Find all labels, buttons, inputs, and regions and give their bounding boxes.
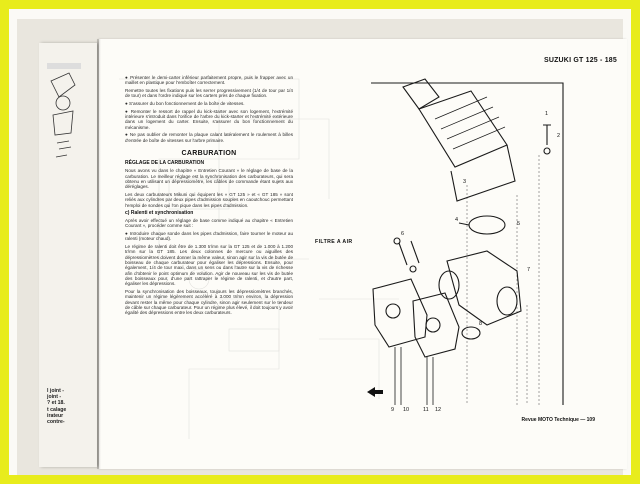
exploded-air-filter-diagram bbox=[367, 75, 581, 413]
filter-body-part bbox=[419, 91, 507, 167]
callout-label: 12 bbox=[435, 407, 442, 413]
text-column bbox=[125, 75, 293, 318]
callout-label: 1 bbox=[545, 111, 549, 117]
paragraph: ● Ne pas oublier de remonter la plaque calant latéralement le roulement à billes d'entrée de boîte de vitesses sur l'arbre primaire. bbox=[125, 132, 293, 143]
carburetor-right-part bbox=[413, 293, 459, 357]
section-title: CARBURATION bbox=[181, 149, 237, 157]
callout-label: 11 bbox=[423, 407, 429, 413]
paragraph: ● Introduire chaque sonde dans les pipes d'admission, faire tourner le moteur au ralenti (moteur chaud). bbox=[125, 231, 293, 242]
callout-label: 2 bbox=[557, 133, 561, 139]
page-fold-shadow bbox=[97, 39, 101, 469]
screw-part bbox=[543, 125, 551, 145]
edge-line: irateur bbox=[47, 412, 64, 419]
edge-line: l joint - bbox=[47, 388, 64, 394]
left-page-text bbox=[47, 388, 97, 425]
callout-label: 9 bbox=[391, 407, 395, 413]
paragraph: ● S'assurer du bon fonctionnement de la boîte de vitesses. bbox=[125, 100, 245, 106]
subsection-heading: c) Ralenti et synchronisation bbox=[125, 209, 194, 216]
paragraph: Pour la synchronisation des boisseaux, toujours les dépressiomètres branchés, maintenir un régime légèrement accéléré à 3.000 tr/mn environ, la dépression devant rester la même pour chaque cylindre, sinon agir seulement sur le tendeur de câble sur chaque carburateur. Pour un régime plus élevé, il doit toujours y avoir égalité des dépressions entre les deux carburateurs. bbox=[125, 288, 293, 316]
callout-label: 5 bbox=[517, 221, 521, 227]
drain-tube-part bbox=[395, 347, 433, 405]
paragraph: Les deux carburateurs Mikuni qui équipent les « GT 125 » et « GT 185 » sont reliés aux cylindres par deux pipes d'admission souples en caoutchouc permettant l'emploi de sondes qui l'on pique dans les pipes d'admission. bbox=[125, 192, 293, 208]
callout-label: 3 bbox=[463, 179, 467, 185]
page-footer: Revue MOTO Technique — 109 bbox=[521, 417, 595, 423]
paragraph: ● Remonter le ressort de rappel du kick-starter avec son logement, l'extrémité intérieure s'introduit dans l'orifice de l'arbre du kick-starter et l'extrémité extérieure dans un logement du carter. Ensuite, s'assurer du bon fonctionnement du mécanisme. bbox=[125, 108, 293, 130]
left-page-figure bbox=[47, 63, 81, 173]
callout-label: 4 bbox=[455, 217, 459, 223]
callout-label: 8 bbox=[479, 321, 483, 327]
figure-label: FILTRE A AIR bbox=[315, 239, 353, 245]
callout-label: 7 bbox=[527, 267, 531, 273]
edge-line: t calage bbox=[47, 406, 67, 413]
edge-line: ? et 18. bbox=[47, 400, 65, 407]
left-page-edge bbox=[39, 43, 97, 467]
callout-label: 10 bbox=[403, 407, 410, 413]
edge-line: contre- bbox=[47, 419, 65, 426]
scanned-spread bbox=[17, 19, 623, 475]
edge-line: joint - bbox=[47, 394, 62, 401]
paragraph: Nous avons vu dans le chapitre « Entretien Courant » le réglage de base de la carburation. Le meilleur réglage est la synchronisation des carburateurs, qui sera obtenu en utilisant un dépressiomètre, les câbles de commande étant sujets aux déréglages. bbox=[125, 168, 293, 190]
paragraph: Le régime de ralenti doit être de 1.300 tr/mn sur la GT 125 et de 1.000 à 1.200 tr/mn sur la GT 185. Les deux colonnes de mercure ou aiguilles des dépressiomètres doivent donner la même valeur, sinon agir sur la vis de butée de boisseau de chaque carburateur pour égaliser les dépressions. Ensuite, pour également, 1/4 de tour maxi, dans un sens ou dans l'autre sur la vis de richesse afin d'obtenir le point optimum de volution. Agir de nouveau sur les vis de butée des boisseaux pour, d'une part rattraper le régime de ralenti, et d'autre part, égaliser les dépressions. bbox=[125, 244, 293, 287]
main-page bbox=[99, 39, 627, 469]
arrow-icon bbox=[367, 387, 383, 397]
paragraph: Après avoir effectué un réglage de base comme indiqué au chapitre « Entretien Courant », procéder comme suit : bbox=[125, 218, 293, 229]
filter-housing-part bbox=[451, 145, 515, 201]
rubber-ring-part bbox=[462, 327, 480, 339]
paragraph: ● Présenter le demi-carter inférieur parfaitement propre, puis le frapper avec un maillet en plastique pour l'emboîter correctement. bbox=[125, 75, 293, 86]
page-header: SUZUKI GT 125 - 185 bbox=[543, 57, 617, 64]
clamp-band-part bbox=[469, 216, 505, 234]
hose-part bbox=[399, 241, 419, 265]
subsection-heading: RÉGLAGE DE LA CARBURATION bbox=[125, 160, 205, 167]
paragraph: Remettre toutes les fixations puis les serrer progressivement (1/4 de tour par 1/4 de tour) et dans l'ordre indiqué sur les carters près de chaque fixation. bbox=[125, 87, 293, 99]
callout-label: 6 bbox=[401, 231, 405, 237]
